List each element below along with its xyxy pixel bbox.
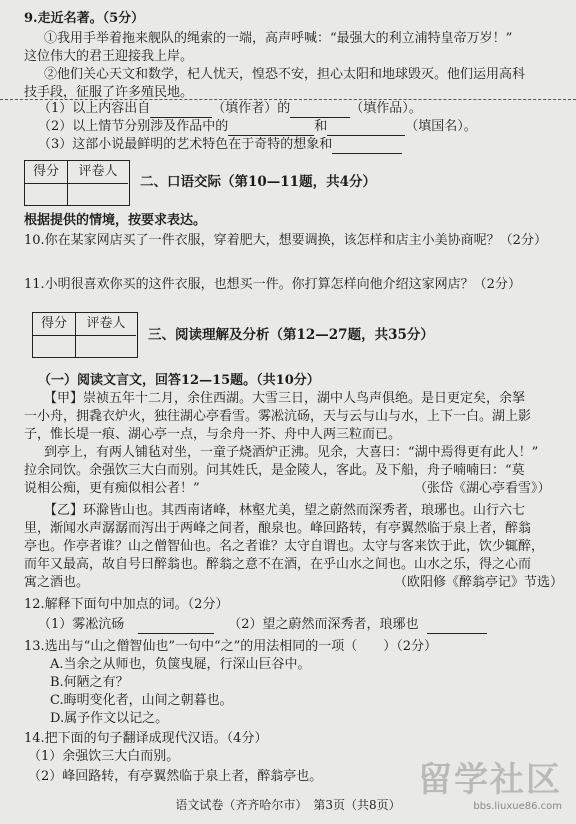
q12-items	[38, 616, 562, 634]
grader-field[interactable]	[68, 184, 128, 205]
q9-sub2-text: （填国名）。	[405, 119, 477, 134]
passage-yi-line: 亭也。作亭者谁？山之僧智仙也。名之者谁？太守自谓也。太守与客来饮于此，饮少辄醉，	[24, 539, 545, 554]
passage-yi-text: 寓之酒也。	[24, 575, 90, 590]
passage-yi-source: （欧阳修《醉翁亭记》节选）	[394, 575, 564, 590]
answer-blank[interactable]	[150, 103, 212, 118]
score-label: 得分	[25, 161, 68, 184]
q13-option: A.当余之从师也，负箧曳屣，行深山巨谷中。	[50, 657, 311, 672]
q9-text-line: 这位伟大的君王迎接我上岸。	[24, 49, 194, 64]
passage-jia-text: 说相公痴，更有痴似相公者！”	[24, 481, 200, 496]
passage-jia-line: 到亭上，有两人铺毡对坐，一童子烧酒炉正沸。见余，大喜曰：“湖中焉得更有此人！”	[44, 445, 539, 460]
q12: 12.解释下面句中加点的词。（2分）	[24, 597, 229, 612]
passage-yi-line	[24, 574, 562, 592]
q9-text-line: ②他们关心天文和数学，杞人忧天，惶恐不安，担心太阳和地球毁灭。他们运用高科	[44, 67, 526, 82]
grader-label: 评卷人	[68, 161, 128, 184]
passage-yi-line: 里，渐闻水声潺潺而泻出于两峰之间者，酿泉也。峰回路转，有亭翼然临于泉上者，醉翁	[24, 521, 532, 536]
passage-jia-line: 【甲】崇祯五年十二月，余住西湖。大雪三日，湖中人鸟声俱绝。是日更定矣，余拏	[44, 391, 526, 406]
passage-jia-line: 拉余同饮。余强饮三大白而别。问其姓氏，是金陵人，客此。及下船，舟子喃喃曰：“莫	[24, 463, 525, 478]
q14-item-1: （1）余强饮三大白而别。	[28, 749, 180, 764]
q9-sub3	[38, 136, 562, 154]
q9-sub1-text: （填作品）。	[350, 101, 422, 116]
q9-sub1	[38, 100, 562, 118]
answer-blank[interactable]	[138, 619, 214, 634]
grader-field[interactable]	[76, 336, 136, 357]
passage-yi-line: 而年又最高，故自号曰醉翁也。醉翁之意不在酒，在乎山水之间也。山水之乐，得之心而	[24, 557, 532, 572]
q13-option: B.何陋之有？	[50, 675, 129, 690]
q13-option: D.属予作文以记之。	[50, 711, 169, 726]
q9-sub2	[38, 118, 562, 136]
score-field[interactable]	[25, 184, 68, 205]
score-label: 得分	[33, 313, 76, 336]
answer-blank[interactable]	[327, 121, 405, 136]
watermark-url: bbs.liuxue86.com	[473, 801, 562, 812]
q9-title: 9.走近名著。（5分）	[24, 11, 145, 26]
section2-title: 二、口语交际（第10—11题，共4分）	[140, 174, 376, 190]
q9-sub1-text: （填作者）的	[212, 101, 291, 116]
page-footer: 语文试卷（齐齐哈尔市） 第3页（共8页）	[175, 798, 401, 812]
q11: 11.小明很喜欢你买的这件衣服，也想买一件。你打算怎样向他介绍这家网店？（2分）	[24, 277, 521, 292]
site-watermark	[418, 752, 562, 812]
q14: 14.把下面的句子翻译成现代汉语。（4分）	[24, 731, 268, 746]
section3-title: 三、阅读理解及分析（第12—27题，共35分）	[148, 327, 434, 343]
q9-sub2-text: 和	[314, 119, 328, 134]
q13: 13.选出与“山之僧智仙也”一句中“之”的用法相同的一项（ ）（2分）	[24, 639, 438, 654]
q12-item-1: （1）雾凇沆砀	[38, 617, 125, 632]
answer-blank[interactable]	[332, 139, 402, 154]
q9-sub3-text: （3）这部小说最鲜明的艺术特色在于奇特的想象和	[38, 137, 333, 152]
passage-yi-line: 【乙】环滁皆山也。其西南诸峰，林壑尤美，望之蔚然而深秀者，琅琊也。山行六七	[44, 503, 526, 518]
passage-jia-source: （张岱《湖心亭看雪》）	[414, 481, 551, 496]
passage-jia-line: 一小舟，拥毳衣炉火，独往湖心亭看雪。雾凇沆砀，天与云与山与水，上下一白。湖上影	[24, 409, 532, 424]
score-field[interactable]	[33, 336, 76, 357]
score-box	[24, 160, 130, 206]
q9-sub2-text: （2）以上情节分别涉及作品中的	[38, 119, 229, 134]
answer-blank[interactable]	[290, 103, 350, 118]
watermark-logo: 留学社区	[418, 760, 562, 800]
answer-blank[interactable]	[427, 619, 487, 634]
section2-instruction: 根据提供的情境，按要求表达。	[24, 213, 207, 228]
passage-jia-line: 子，惟长堤一痕、湖心亭一点，与余舟一芥、舟中人两三粒而已。	[24, 427, 402, 442]
q12-item-2: （2）望之蔚然而深秀者，琅琊也	[228, 617, 419, 632]
q9-sub1-text: （1）以上内容出自	[38, 101, 151, 116]
part1-heading: （一）阅读文言文，回答12—15题。（共10分）	[38, 373, 320, 388]
q9-text-line: ①我用手举着拖来舰队的绳索的一端，高声呼喊：“最强大的利立浦特皇帝万岁！”	[44, 31, 513, 46]
answer-blank[interactable]	[228, 121, 314, 136]
q9-text-line: 技手段，征服了许多殖民地。	[24, 85, 194, 100]
passage-jia-line	[24, 480, 562, 498]
score-box	[32, 312, 138, 358]
q13-option: C.晦明变化者，山间之朝暮也。	[50, 693, 233, 708]
q14-item-2: （2）峰回路转，有亭翼然临于泉上者，醉翁亭也。	[28, 769, 323, 784]
grader-label: 评卷人	[76, 313, 136, 336]
q10: 10.你在某家网店买了一件衣服，穿着肥大，想要调换，该怎样和店主小美协商呢？（2分）	[24, 233, 547, 248]
